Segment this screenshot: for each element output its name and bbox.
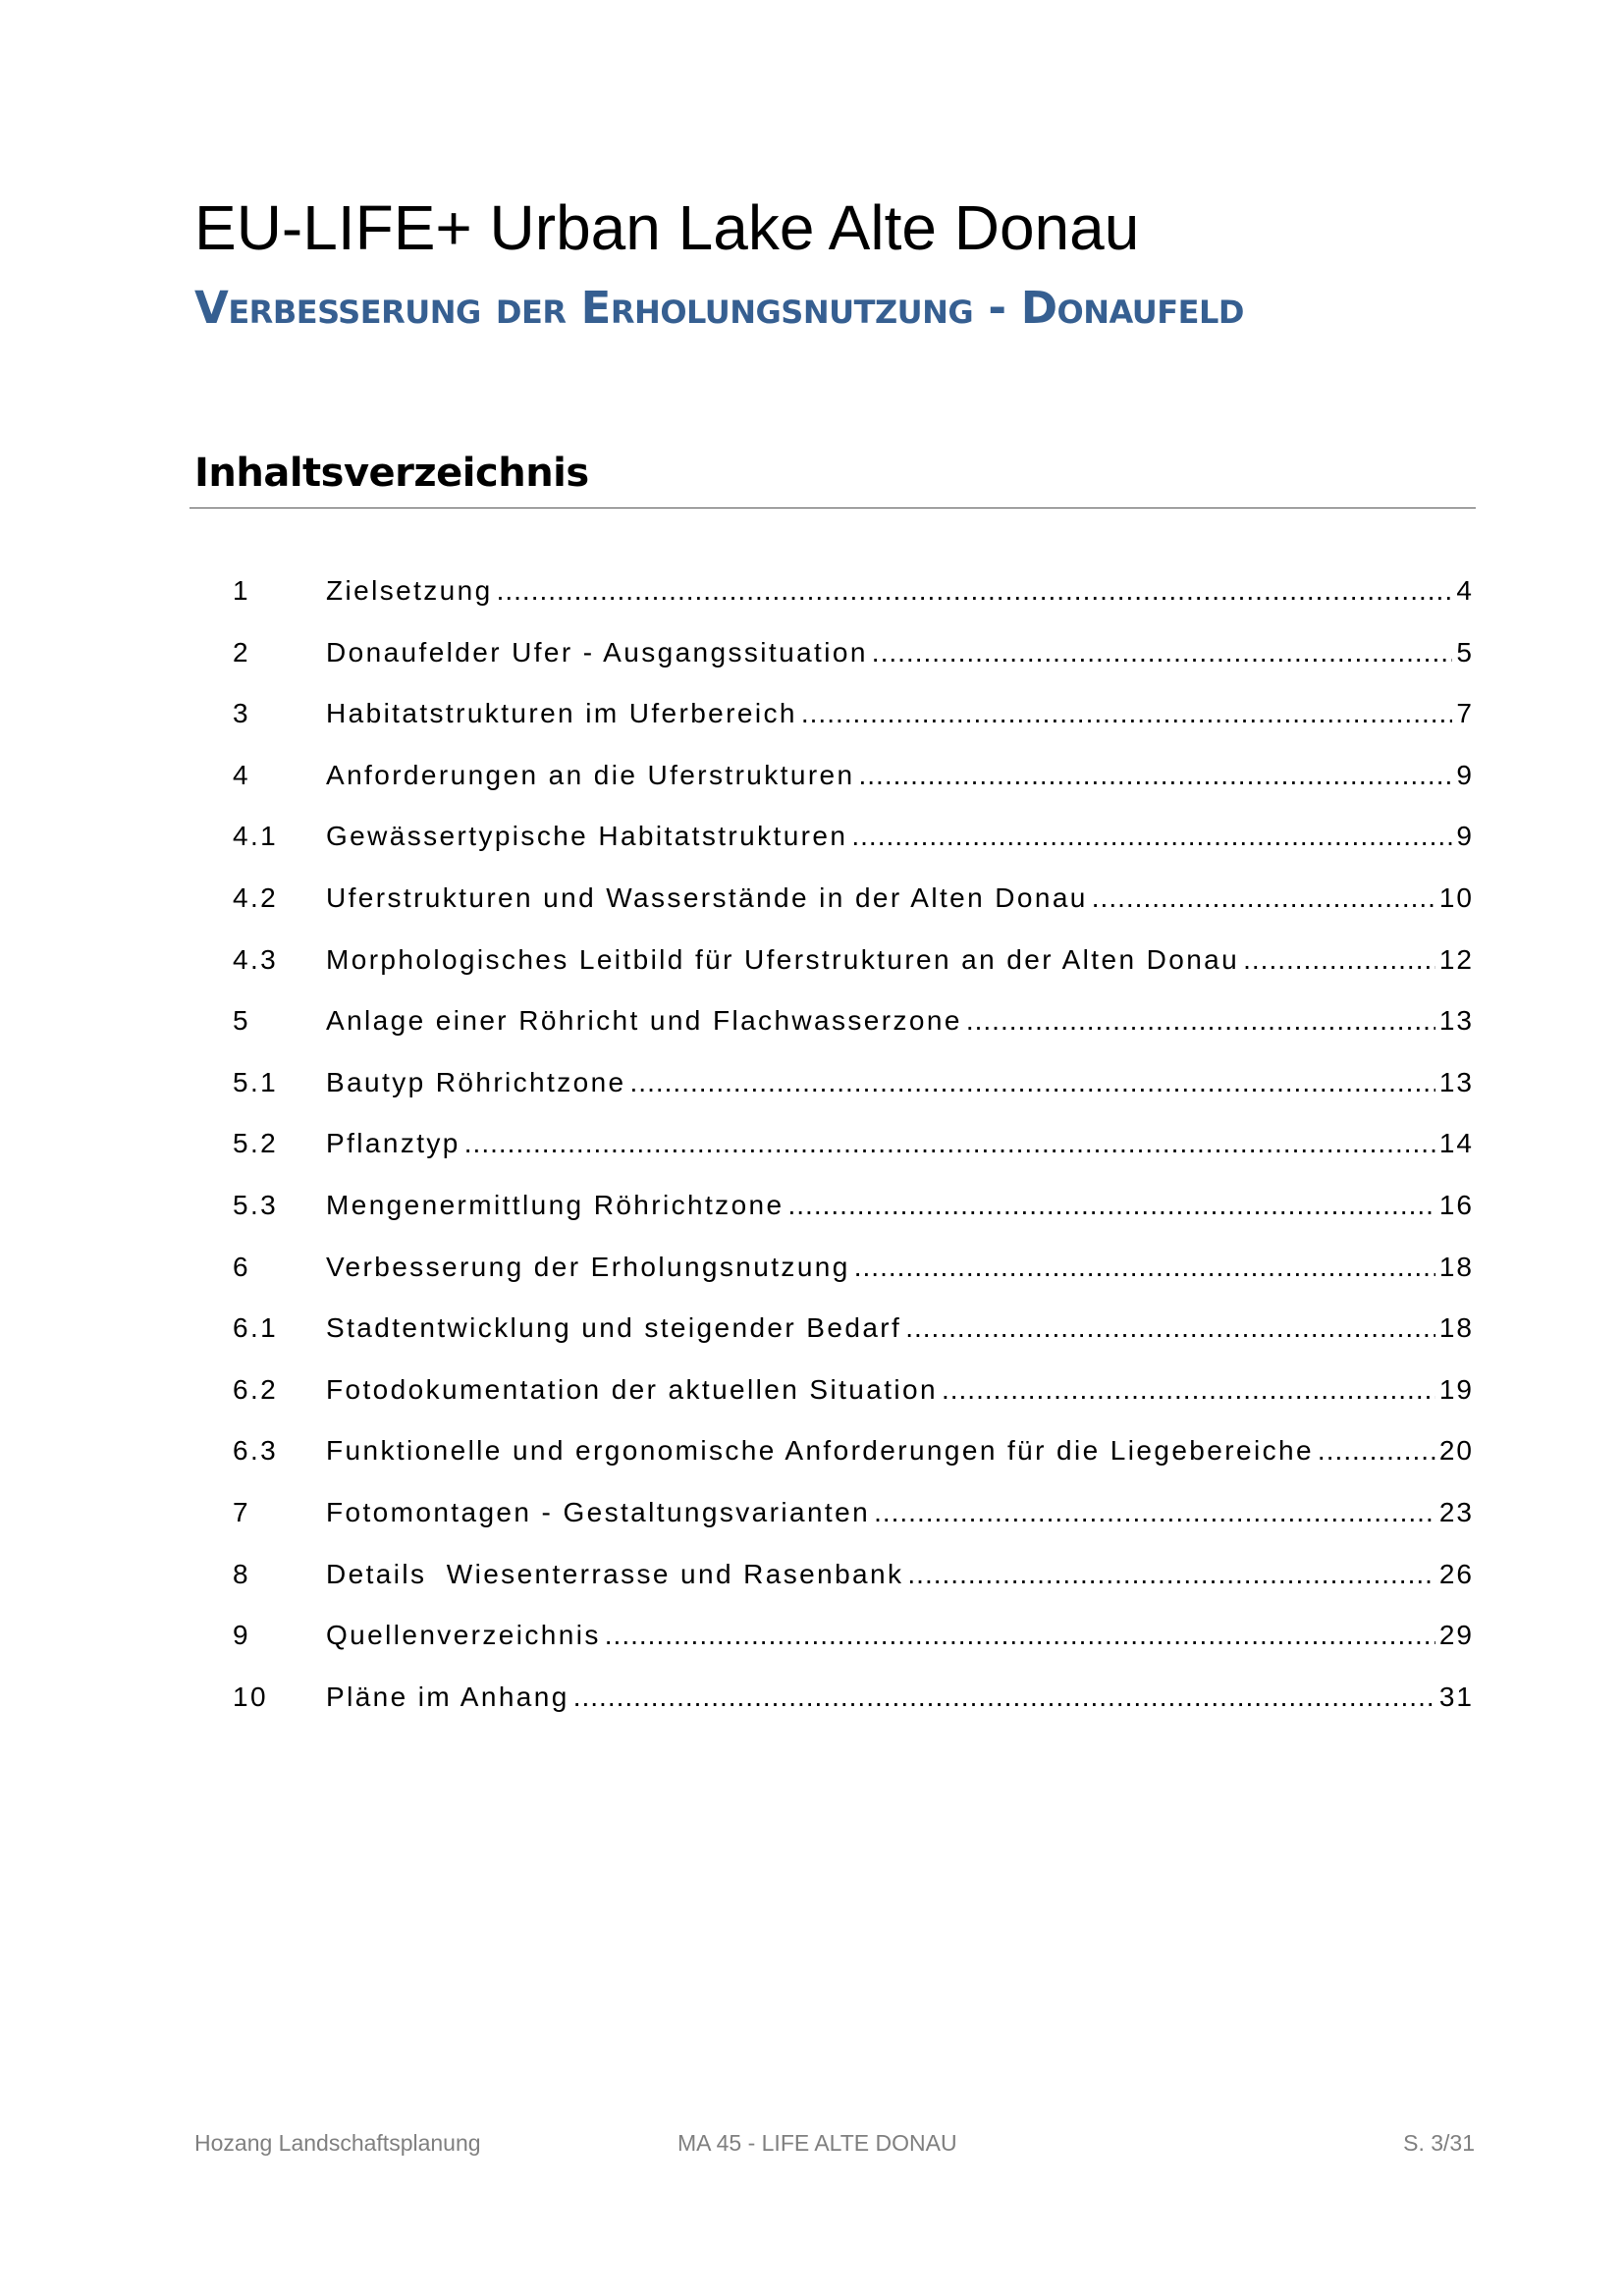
toc-entry[interactable]: [233, 1252, 1474, 1313]
toc-entry-page: 20: [1438, 1435, 1474, 1467]
toc-entry[interactable]: [233, 1005, 1474, 1067]
toc-entry-page: 9: [1456, 821, 1474, 852]
toc-entry[interactable]: [233, 1067, 1474, 1129]
toc-entry-leader: [497, 575, 1453, 607]
toc-entry-page: 29: [1438, 1620, 1474, 1651]
toc-entry[interactable]: [233, 944, 1474, 1006]
footer-page-number: S. 3/31: [1403, 2130, 1475, 2156]
toc-entry-title: Pläne im Anhang: [326, 1681, 569, 1712]
toc-entry-title: Uferstrukturen und Wasserstände in der Alten Donau: [326, 881, 1088, 913]
toc-entry-number: 6.3: [233, 1435, 279, 1467]
toc-entry[interactable]: [233, 760, 1474, 822]
toc-entry-page: 4: [1456, 575, 1474, 606]
toc-entry-title: Morphologisches Leitbild für Uferstrukturen an der Alten Donau: [326, 943, 1240, 975]
toc-entry-title: Stadtentwicklung und steigender Bedarf: [326, 1312, 902, 1344]
toc-entry-page: 23: [1438, 1496, 1474, 1527]
toc-entry-title: Donaufelder Ufer - Ausgangssituation: [326, 636, 868, 667]
toc-entry-title: Anlage einer Röhricht und Flachwasserzone: [326, 1005, 962, 1037]
toc-entry-leader: [851, 821, 1452, 852]
toc-entry[interactable]: [233, 1559, 1474, 1621]
toc-heading: Inhaltsverzeichnis: [194, 451, 589, 496]
table-of-contents: [233, 575, 1474, 1742]
toc-entry[interactable]: [233, 1435, 1474, 1497]
toc-entry-title: Gewässertypische Habitatstrukturen: [326, 821, 848, 852]
toc-entry-title: Mengenermittlung Röhrichtzone: [326, 1189, 785, 1220]
toc-entry-page: 7: [1456, 698, 1474, 729]
toc-entry[interactable]: [233, 1190, 1474, 1252]
toc-entry-number: 4: [233, 759, 250, 790]
toc-entry-page: 9: [1456, 759, 1474, 790]
toc-entry[interactable]: [233, 1620, 1474, 1682]
toc-entry-leader: [630, 1067, 1435, 1098]
toc-entry-leader: [859, 760, 1453, 791]
toc-entry-title: Funktionelle und ergonomische Anforderungen für die Liegebereiche: [326, 1435, 1314, 1467]
toc-entry-page: 31: [1438, 1681, 1474, 1712]
toc-entry-leader: [905, 1312, 1435, 1344]
toc-entry-number: 6: [233, 1251, 250, 1282]
toc-entry-title: Fotomontagen - Gestaltungsvarianten: [326, 1496, 871, 1527]
document-title: EU-LIFE+ Urban Lake Alte Donau: [194, 192, 1140, 263]
toc-entry-leader: [1092, 882, 1435, 914]
toc-entry-title: Zielsetzung: [326, 575, 493, 606]
toc-entry-page: 13: [1438, 1066, 1474, 1097]
footer-author: Hozang Landschaftsplanung: [194, 2130, 481, 2156]
toc-entry-number: 4.3: [233, 943, 279, 975]
toc-entry-title: Quellenverzeichnis: [326, 1620, 601, 1651]
toc-entry-title: Bautyp Röhrichtzone: [326, 1066, 626, 1097]
toc-entry-title: Fotodokumentation der aktuellen Situation: [326, 1373, 938, 1405]
toc-entry-page: 16: [1438, 1189, 1474, 1220]
toc-entry[interactable]: [233, 1682, 1474, 1743]
toc-entry-leader: [874, 1497, 1435, 1528]
toc-entry[interactable]: [233, 882, 1474, 944]
toc-entry-page: 26: [1438, 1558, 1474, 1589]
toc-entry-leader: [1318, 1435, 1435, 1467]
toc-entry[interactable]: [233, 575, 1474, 637]
toc-entry-leader: [854, 1252, 1435, 1283]
toc-entry[interactable]: [233, 1497, 1474, 1559]
toc-entry-leader: [605, 1620, 1435, 1651]
toc-entry-number: 4.1: [233, 821, 279, 852]
toc-entry-title: Verbesserung der Erholungsnutzung: [326, 1251, 850, 1282]
toc-entry-leader: [464, 1128, 1435, 1159]
toc-entry-number: 4.2: [233, 881, 279, 913]
toc-entry-number: 6.2: [233, 1373, 279, 1405]
toc-entry-number: 8: [233, 1558, 250, 1589]
toc-entry-page: 19: [1438, 1373, 1474, 1405]
toc-entry[interactable]: [233, 637, 1474, 699]
toc-entry-title: Anforderungen an die Uferstrukturen: [326, 759, 855, 790]
toc-entry-leader: [787, 1190, 1435, 1221]
toc-entry[interactable]: [233, 698, 1474, 760]
toc-entry-page: 12: [1438, 943, 1474, 975]
toc-entry-number: 3: [233, 698, 250, 729]
toc-entry-leader: [942, 1374, 1435, 1406]
toc-entry-page: 10: [1438, 881, 1474, 913]
toc-entry-number: 5.2: [233, 1128, 279, 1159]
toc-entry-page: 18: [1438, 1312, 1474, 1344]
document-subtitle: Verbesserung der Erholungsnutzung - Donaufeld: [194, 282, 1244, 334]
toc-entry-title: Details Wiesenterrasse und Rasenbank: [326, 1558, 904, 1589]
toc-entry[interactable]: [233, 821, 1474, 882]
toc-entry[interactable]: [233, 1128, 1474, 1190]
toc-entry-number: 6.1: [233, 1312, 279, 1344]
toc-entry-number: 5.3: [233, 1189, 279, 1220]
toc-entry-title: Habitatstrukturen im Uferbereich: [326, 698, 797, 729]
toc-heading-divider: [189, 507, 1476, 508]
toc-entry-number: 5: [233, 1005, 250, 1037]
toc-entry-number: 10: [233, 1681, 268, 1712]
toc-entry-number: 1: [233, 575, 250, 606]
toc-entry-leader: [1243, 944, 1435, 976]
toc-entry[interactable]: [233, 1312, 1474, 1374]
toc-entry-number: 5.1: [233, 1066, 279, 1097]
toc-entry-page: 13: [1438, 1005, 1474, 1037]
toc-entry-page: 14: [1438, 1128, 1474, 1159]
toc-entry-leader: [801, 698, 1453, 729]
toc-entry-leader: [872, 637, 1453, 668]
toc-entry-number: 2: [233, 636, 250, 667]
toc-entry-title: Pflanztyp: [326, 1128, 460, 1159]
toc-entry-number: 9: [233, 1620, 250, 1651]
toc-entry-page: 5: [1456, 636, 1474, 667]
toc-entry-number: 7: [233, 1496, 250, 1527]
toc-entry-leader: [966, 1005, 1435, 1037]
toc-entry-leader: [907, 1559, 1435, 1590]
toc-entry[interactable]: [233, 1374, 1474, 1436]
footer-project: MA 45 - LIFE ALTE DONAU: [677, 2130, 957, 2156]
toc-entry-leader: [573, 1682, 1435, 1713]
toc-entry-page: 18: [1438, 1251, 1474, 1282]
